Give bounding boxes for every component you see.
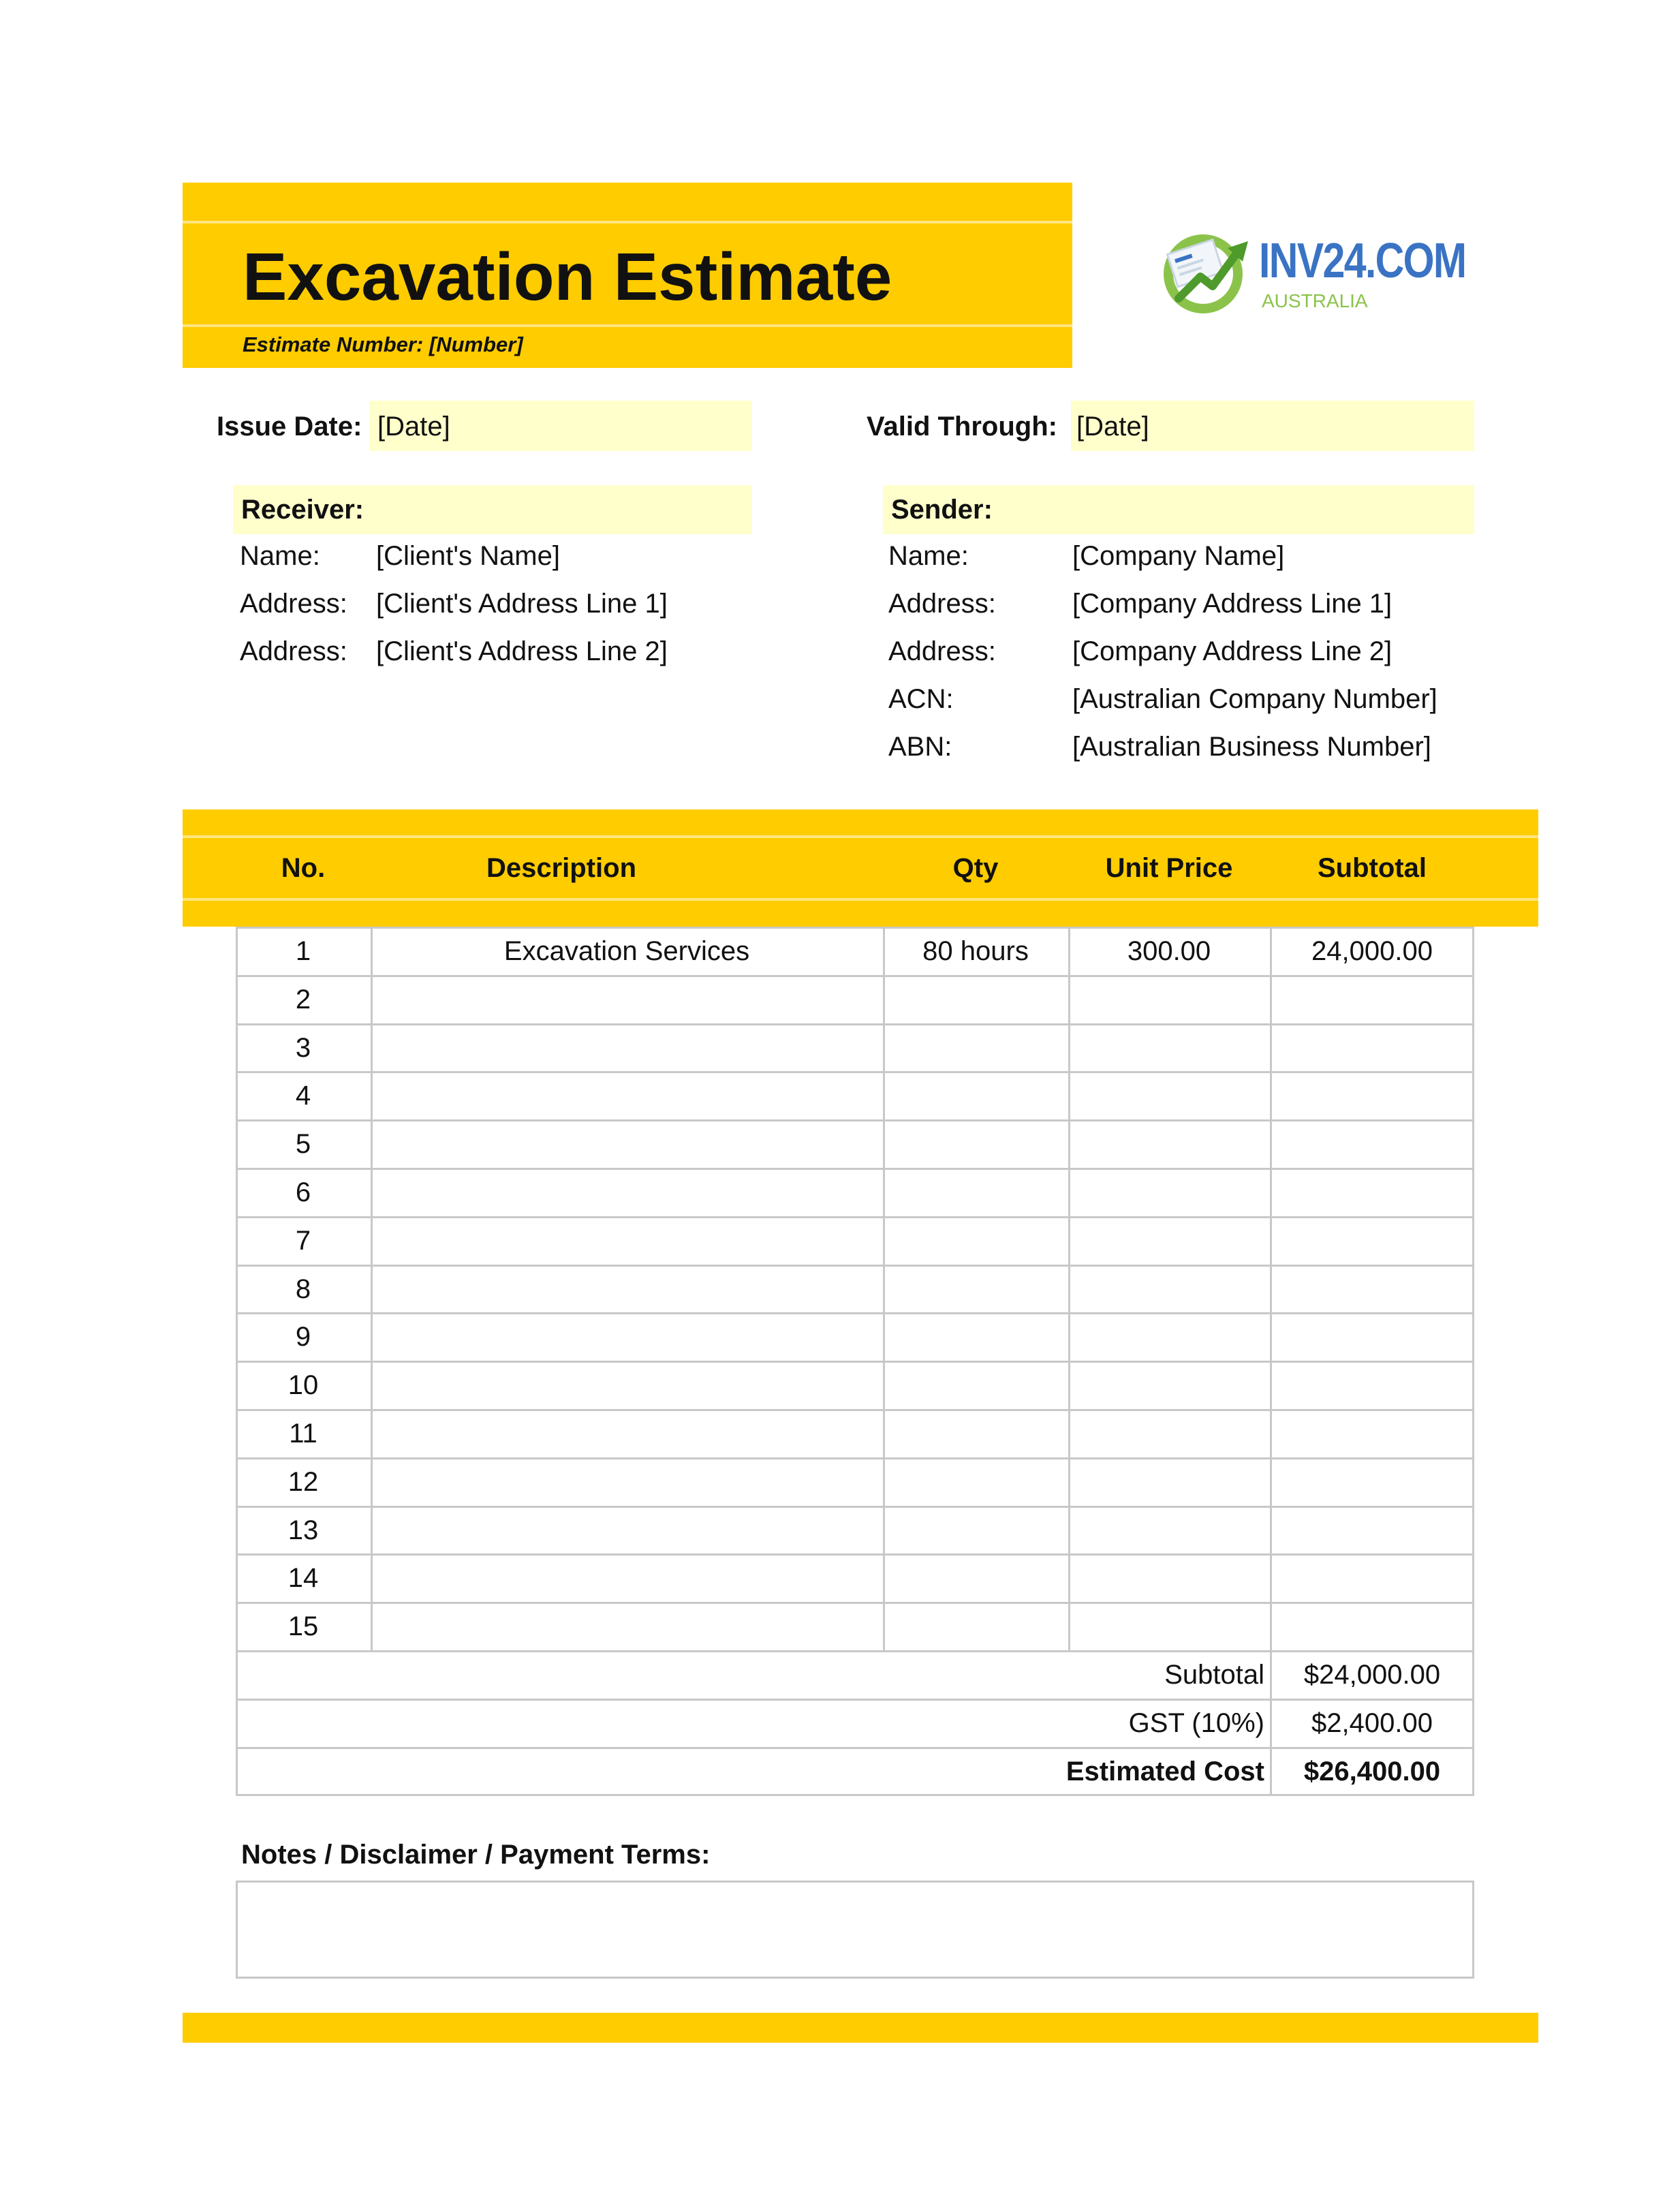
cell-qty[interactable]: 80 hours <box>922 936 1029 966</box>
band-rule <box>183 835 1538 838</box>
sender-value: [Australian Business Number] <box>1072 732 1431 762</box>
title-banner <box>183 183 1072 368</box>
row-divider <box>236 1457 1474 1459</box>
receiver-label: Address: <box>240 636 347 666</box>
column-divider <box>1270 927 1272 1650</box>
totals-label: GST (10%) <box>1128 1708 1264 1738</box>
band-rule <box>183 898 1538 901</box>
logo-brand: INV24.COM <box>1259 234 1466 288</box>
cell-no[interactable]: 8 <box>295 1274 311 1304</box>
cell-description[interactable]: Excavation Services <box>503 936 750 966</box>
row-divider <box>236 1168 1474 1170</box>
row-divider <box>236 1602 1474 1604</box>
sender-label: Name: <box>888 541 969 571</box>
column-divider <box>883 927 885 1650</box>
cell-unit-price[interactable]: 300.00 <box>1127 936 1211 966</box>
cell-no[interactable]: 14 <box>287 1563 319 1593</box>
cell-no[interactable]: 12 <box>287 1467 319 1497</box>
header-unit-price: Unit Price <box>1105 853 1233 883</box>
header-no: No. <box>281 853 326 883</box>
notes-label: Notes / Disclaimer / Payment Terms: <box>241 1840 711 1870</box>
cell-subtotal[interactable]: 24,000.00 <box>1311 936 1433 966</box>
row-divider <box>236 1506 1474 1508</box>
totals-value: $26,400.00 <box>1303 1757 1441 1787</box>
receiver-title: Receiver: <box>241 495 364 525</box>
footer-bar <box>183 2013 1538 2043</box>
cell-no[interactable]: 10 <box>287 1370 319 1400</box>
receiver-value: [Client's Address Line 1] <box>376 589 668 619</box>
cell-no[interactable]: 11 <box>289 1419 317 1449</box>
sender-title: Sender: <box>891 495 993 525</box>
cell-no[interactable]: 1 <box>295 936 311 966</box>
row-divider <box>236 1747 1474 1749</box>
cell-no[interactable]: 5 <box>295 1129 311 1159</box>
cell-no[interactable]: 3 <box>295 1033 311 1063</box>
cell-no[interactable]: 7 <box>295 1226 311 1256</box>
logo-subtitle: AUSTRALIA <box>1262 290 1368 311</box>
row-divider <box>236 1699 1474 1701</box>
row-divider <box>236 1216 1474 1218</box>
row-divider <box>236 1553 1474 1556</box>
company-logo <box>1158 228 1466 316</box>
issue-date-value: [Date] <box>377 412 450 442</box>
sender-label: ACN: <box>888 684 954 714</box>
banner-rule <box>183 221 1072 223</box>
receiver-label: Name: <box>240 541 320 571</box>
valid-through-label: Valid Through: <box>867 412 1057 442</box>
row-divider <box>236 1265 1474 1267</box>
estimate-number: Estimate Number: [Number] <box>243 333 523 356</box>
cell-no[interactable]: 2 <box>295 985 311 1015</box>
row-divider <box>236 1023 1474 1025</box>
row-divider <box>236 1312 1474 1314</box>
totals-label: Estimated Cost <box>1065 1757 1264 1787</box>
column-divider <box>1068 927 1070 1650</box>
row-divider <box>236 1361 1474 1363</box>
receiver-value: [Client's Address Line 2] <box>376 636 668 666</box>
row-divider <box>236 975 1474 977</box>
sender-label: Address: <box>888 589 996 619</box>
cell-no[interactable]: 4 <box>295 1081 311 1111</box>
banner-rule <box>183 324 1072 327</box>
totals-value: $2,400.00 <box>1311 1708 1433 1738</box>
valid-through-value: [Date] <box>1076 412 1149 442</box>
row-divider <box>236 1650 1474 1652</box>
cell-no[interactable]: 9 <box>295 1322 311 1352</box>
sender-value: [Company Address Line 1] <box>1072 589 1393 619</box>
sender-label: Address: <box>888 636 996 666</box>
cell-no[interactable]: 13 <box>287 1515 319 1545</box>
header-qty: Qty <box>952 853 999 883</box>
issue-date-label: Issue Date: <box>217 412 362 442</box>
row-divider <box>236 1409 1474 1411</box>
sender-label: ABN: <box>888 732 952 762</box>
row-divider <box>236 1071 1474 1073</box>
page-title: Excavation Estimate <box>243 239 892 314</box>
totals-label: Subtotal <box>1164 1660 1264 1690</box>
cell-no[interactable]: 15 <box>287 1611 319 1641</box>
cell-no[interactable]: 6 <box>295 1177 311 1207</box>
row-divider <box>236 1119 1474 1122</box>
notes-field[interactable] <box>236 1881 1474 1979</box>
receiver-label: Address: <box>240 589 347 619</box>
sender-value: [Company Name] <box>1072 541 1285 571</box>
header-description: Description <box>486 853 637 883</box>
logo-icon <box>1158 228 1254 316</box>
sender-value: [Company Address Line 2] <box>1072 636 1393 666</box>
totals-value: $24,000.00 <box>1303 1660 1441 1690</box>
receiver-value: [Client's Name] <box>376 541 560 571</box>
sender-value: [Australian Company Number] <box>1072 684 1437 714</box>
header-subtotal: Subtotal <box>1318 853 1427 883</box>
column-divider <box>371 927 373 1650</box>
